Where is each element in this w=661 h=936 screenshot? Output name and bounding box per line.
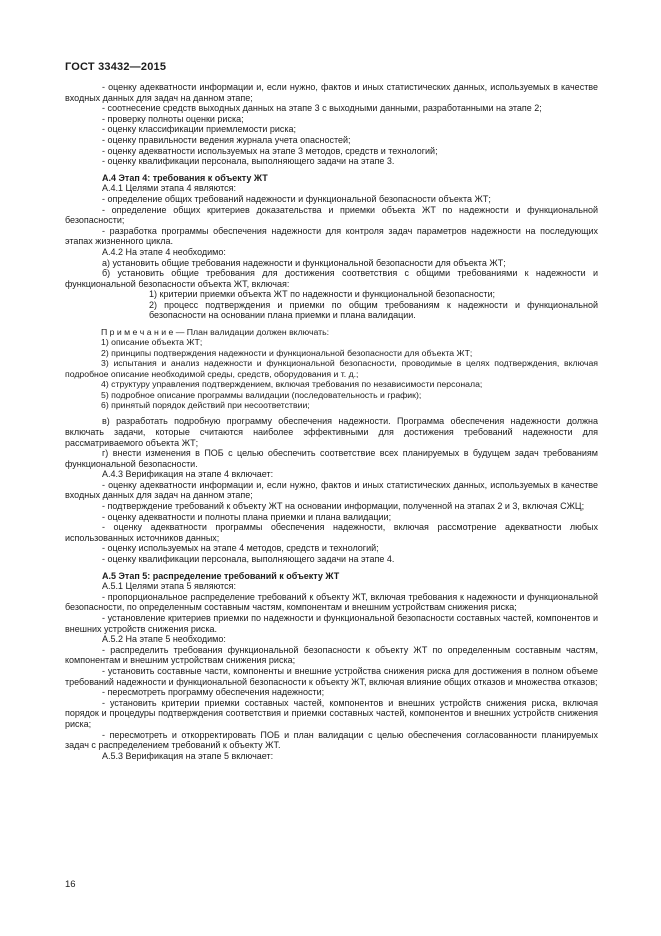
paragraph: А.5.3 Верификация на этапе 5 включает: — [102, 750, 274, 761]
section-heading: А.5 Этап 5: распределение требований к объекту ЖТ — [102, 570, 340, 581]
paragraph: - установить критерии приемки составных частей, компонентов и внешних устройств снижения риска, включая порядок и процедуры подтверждения соответствия и приемки составных частей, компонентов и внешних устройств снижения риска; — [65, 697, 598, 729]
paragraph: А.4.2 На этапе 4 необходимо: — [102, 246, 226, 257]
paragraph: - разработка программы обеспечения надежности для контроля задач параметров надежности на последующих этапах жизненного цикла. — [65, 225, 598, 247]
document-header: ГОСТ 33432—2015 — [65, 61, 167, 73]
paragraph: - распределить требования функциональной безопасности к объекту ЖТ по определенным составным частям, компонентам и внешним устройствам снижения риска; — [65, 644, 598, 666]
paragraph: - оценку правильности ведения журнала учета опасностей; — [102, 134, 351, 145]
paragraph: в) разработать подробную программу обеспечения надежности. Программа обеспечения надежности должна включать задачи, которые считаются наиболее эффективными для достижения требований надежности для рассматриваемого объекта ЖТ; — [65, 416, 598, 448]
page-number: 16 — [65, 879, 76, 890]
page-content — [65, 61, 598, 761]
note-line: 4) структуру управления подтверждением, включая требования по независимости персонала; — [101, 379, 483, 390]
paragraph: - пересмотреть программу обеспечения надежности; — [102, 687, 325, 698]
paragraph: - установление критериев приемки по надежности и функциональной безопасности составных частей, компонентов и внешних устройств снижения риска. — [65, 613, 598, 634]
paragraph: - оценку адекватности программы обеспечения надежности, включая рассмотрение адекватности любых использованных источников данных; — [65, 522, 598, 543]
paragraph: А.4.3 Верификация на этапе 4 включает: — [102, 469, 274, 480]
paragraph: - определение общих критериев доказательства и приемки объекта ЖТ по надежности и функциональной безопасности; — [65, 204, 598, 226]
document-body — [65, 82, 598, 761]
note-line: 3) испытания и анализ надежности и функциональной безопасности, проводимые в целях подтверждения, включая подробное описание необходимой среды, средств, оборудования и т. д.; — [65, 358, 598, 379]
note-line: 6) принятый порядок действий при несоответствии; — [101, 399, 310, 410]
paragraph: - оценку адекватности используемых на этапе 3 методов, средств и технологий; — [102, 145, 438, 156]
paragraph: - определение общих требований надежности и функциональной безопасности объекта ЖТ; — [102, 193, 491, 204]
section-heading: А.4 Этап 4: требования к объекту ЖТ — [102, 172, 268, 183]
paragraph: г) внести изменения в ПОБ с целью обеспечить соответствие всех планируемых в будущем задач требованиям функциональной безопасности. — [65, 448, 598, 469]
paragraph: - оценку адекватности и полноты плана приемки и плана валидации; — [102, 511, 392, 522]
paragraph: - оценку адекватности информации и, если нужно, фактов и иных статистических данных, используемых в качестве входных данных для задач на данном этапе; — [65, 82, 598, 103]
numbered-subitem: 1) критерии приемки объекта ЖТ по надежности и функциональной безопасности; — [149, 289, 495, 300]
paragraph: - пропорциональное распределение требований к объекту ЖТ, включая требования к надежности и функциональной безопасности, по определенным составным частям, компонентам и внешним устройствам снижения риска; — [65, 591, 598, 613]
paragraph: а) установить общие требования надежности и функциональной безопасности для объекта ЖТ; — [102, 257, 506, 268]
paragraph: - установить составные части, компоненты и внешние устройства снижения риска для достижения в полном объеме требований надежности и функциональной безопасности к объекту ЖТ, включая влияние общих отказов и множества отказов; — [65, 665, 598, 687]
paragraph: - оценку квалификации персонала, выполняющего задачи на этапе 4. — [102, 554, 395, 565]
note-line: 1) описание объекта ЖТ; — [101, 337, 203, 348]
paragraph: - пересмотреть и откорректировать ПОБ и план валидации с целью обеспечения согласованности планируемых задач с распределением требований к объекту ЖТ. — [65, 729, 598, 751]
paragraph: - оценку квалификации персонала, выполняющего задачи на этапе 3. — [102, 156, 395, 167]
paragraph: - оценку классификации приемлемости риска; — [102, 124, 297, 135]
paragraph: - оценку используемых на этапе 4 методов, средств и технологий; — [102, 543, 379, 554]
numbered-subitem: 2) процесс подтверждения и приемки по общим требованиям к надежности и функциональной безопасности на основании плана приемки и плана валидации. — [149, 299, 598, 321]
paragraph: б) установить общие требования для достижения соответствия с общими требованиями к надежности и функциональной безопасности объекта ЖТ, включая: — [65, 268, 598, 289]
paragraph: - проверку полноты оценки риска; — [102, 113, 244, 124]
paragraph: - подтверждение требований к объекту ЖТ на основании информации, полученной на этапах 2 и 3, включая СЖЦ; — [102, 501, 585, 512]
paragraph: А.4.1 Целями этапа 4 являются: — [102, 183, 237, 194]
paragraph: - соотнесение средств выходных данных на этапе 3 с выходными данными, разработанными на этапе 2; — [102, 103, 542, 114]
note-line: П р и м е ч а н и е — План валидации должен включать: — [101, 327, 330, 338]
note-line: 5) подробное описание программы валидации (последовательность и график); — [101, 389, 422, 400]
paragraph: - оценку адекватности информации и, если нужно, фактов и иных статистических данных, используемых в качестве входных данных для задач на данном этапе; — [65, 479, 598, 501]
paragraph: А.5.2 На этапе 5 необходимо: — [102, 634, 226, 645]
paragraph: А.5.1 Целями этапа 5 являются: — [102, 581, 237, 592]
note-line: 2) принципы подтверждения надежности и функциональной безопасности для объекта ЖТ; — [101, 347, 473, 358]
